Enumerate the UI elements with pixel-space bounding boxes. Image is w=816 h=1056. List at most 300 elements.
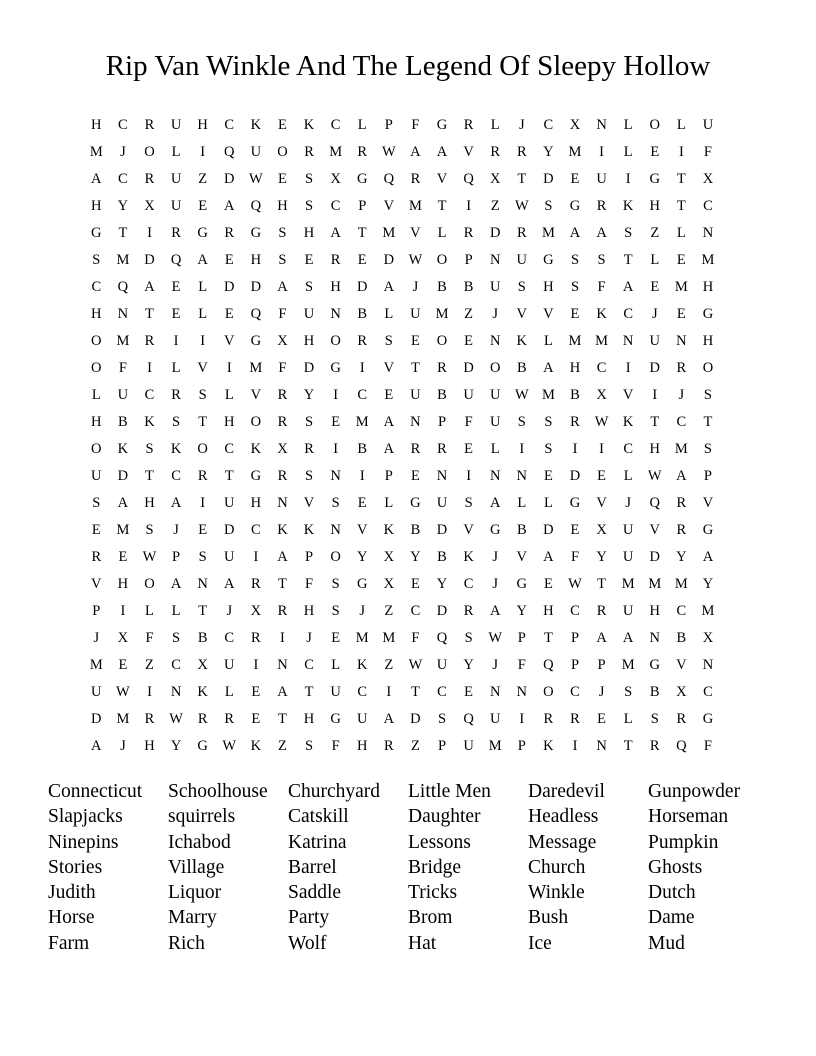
grid-letter[interactable]: H [303,333,315,349]
grid-letter[interactable]: H [303,603,315,619]
grid-letter[interactable]: L [224,387,234,403]
grid-letter[interactable]: R [410,171,421,187]
grid-letter[interactable]: W [222,738,237,754]
grid-letter[interactable]: A [596,225,607,241]
grid-letter[interactable]: J [173,522,179,538]
grid-letter[interactable]: J [412,279,419,295]
grid-letter[interactable]: C [676,603,687,619]
grid-letter[interactable]: M [621,576,635,592]
grid-letter[interactable]: E [224,252,234,268]
grid-letter[interactable]: R [224,711,235,727]
grid-letter[interactable]: L [171,144,181,160]
grid-letter[interactable]: Q [250,306,262,322]
grid-letter[interactable]: O [436,252,448,268]
grid-letter[interactable]: S [570,252,580,268]
grid-letter[interactable]: U [224,495,235,511]
grid-letter[interactable]: H [91,117,102,133]
grid-letter[interactable]: G [330,360,341,376]
grid-letter[interactable]: R [596,198,607,214]
grid-letter[interactable]: E [331,414,341,430]
grid-letter[interactable]: R [596,603,607,619]
grid-letter[interactable]: V [224,333,235,349]
grid-letter[interactable]: M [541,225,555,241]
grid-letter[interactable]: S [331,495,340,511]
grid-letter[interactable]: E [650,144,660,160]
grid-letter[interactable]: R [570,414,580,430]
grid-letter[interactable]: C [224,117,235,133]
grid-letter[interactable]: A [144,279,155,295]
grid-letter[interactable]: U [224,657,235,673]
grid-letter[interactable]: S [145,441,154,457]
grid-letter[interactable]: L [623,117,633,133]
grid-letter[interactable]: E [224,306,234,322]
grid-letter[interactable]: G [410,495,421,511]
grid-letter[interactable]: J [306,630,312,646]
grid-letter[interactable]: P [92,603,101,619]
grid-letter[interactable]: G [356,171,368,187]
grid-letter[interactable]: A [489,603,501,619]
grid-letter[interactable]: V [543,306,554,322]
grid-letter[interactable]: N [197,576,208,592]
grid-letter[interactable]: R [649,738,660,754]
grid-letter[interactable]: T [676,198,686,214]
grid-letter[interactable]: W [381,144,396,160]
grid-letter[interactable]: B [516,522,527,538]
grid-letter[interactable]: R [357,333,368,349]
grid-letter[interactable]: S [517,279,526,295]
grid-letter[interactable]: G [569,198,581,214]
grid-letter[interactable]: E [464,684,474,700]
grid-letter[interactable]: T [410,684,420,700]
grid-letter[interactable]: X [596,387,607,403]
grid-letter[interactable]: V [516,549,528,565]
grid-letter[interactable]: S [172,630,181,646]
grid-letter[interactable]: H [144,495,155,511]
grid-letter[interactable]: R [330,252,341,268]
grid-letter[interactable]: R [197,711,208,727]
grid-letter[interactable]: Y [117,198,129,214]
grid-letter[interactable]: I [519,441,525,457]
grid-letter[interactable]: F [570,549,580,565]
grid-letter[interactable]: R [437,360,447,376]
grid-letter[interactable]: H [91,198,102,214]
grid-letter[interactable]: S [437,711,447,727]
grid-letter[interactable]: O [91,360,102,376]
grid-letter[interactable]: D [117,468,129,484]
grid-letter[interactable]: R [144,333,155,349]
grid-letter[interactable]: U [489,279,501,295]
grid-letter[interactable]: N [622,333,634,349]
grid-letter[interactable]: T [650,414,660,430]
grid-letter[interactable]: T [597,576,606,592]
grid-letter[interactable]: A [676,468,687,484]
grid-letter[interactable]: L [91,387,101,403]
grid-letter[interactable]: P [517,738,526,754]
grid-letter[interactable]: L [623,468,633,484]
grid-letter[interactable]: S [305,198,314,214]
grid-letter[interactable]: A [702,549,714,565]
grid-letter[interactable]: R [144,117,155,133]
grid-letter[interactable]: R [197,468,208,484]
grid-letter[interactable]: D [436,522,448,538]
grid-letter[interactable]: L [543,333,553,349]
grid-letter[interactable]: V [649,522,660,538]
grid-letter[interactable]: P [464,252,473,268]
grid-letter[interactable]: T [517,171,527,187]
grid-letter[interactable]: A [224,576,235,592]
grid-letter[interactable]: G [356,576,368,592]
grid-letter[interactable]: O [436,333,448,349]
grid-letter[interactable]: A [622,279,634,295]
grid-letter[interactable]: R [463,225,474,241]
grid-letter[interactable]: I [147,360,152,376]
grid-letter[interactable]: T [437,198,447,214]
grid-letter[interactable]: Y [356,549,368,565]
grid-letter[interactable]: E [331,630,341,646]
grid-letter[interactable]: L [198,306,208,322]
grid-letter[interactable]: A [383,414,395,430]
grid-letter[interactable]: I [333,441,339,457]
grid-letter[interactable]: I [173,333,179,349]
grid-letter[interactable]: U [410,387,421,403]
grid-letter[interactable]: N [649,630,660,646]
grid-letter[interactable]: X [596,522,607,538]
grid-letter[interactable]: J [492,306,499,322]
grid-letter[interactable]: R [676,711,687,727]
grid-letter[interactable]: T [278,711,287,727]
grid-letter[interactable]: U [410,306,421,322]
grid-letter[interactable]: P [305,549,314,565]
grid-letter[interactable]: U [436,657,448,673]
grid-letter[interactable]: E [278,117,287,133]
grid-letter[interactable]: D [224,522,235,538]
grid-letter[interactable]: Y [463,657,474,673]
grid-letter[interactable]: A [277,684,288,700]
grid-letter[interactable]: R [676,495,687,511]
grid-letter[interactable]: R [277,387,288,403]
grid-letter[interactable]: N [516,468,528,484]
grid-letter[interactable]: S [278,225,287,241]
grid-letter[interactable]: S [544,441,553,457]
grid-letter[interactable]: N [489,468,501,484]
grid-letter[interactable]: M [355,414,369,430]
grid-letter[interactable]: J [359,603,366,619]
grid-letter[interactable]: G [489,522,501,538]
grid-letter[interactable]: S [305,279,314,295]
grid-letter[interactable]: D [649,549,660,565]
grid-letter[interactable]: L [676,117,686,133]
grid-letter[interactable]: M [568,144,582,160]
grid-letter[interactable]: Y [303,387,315,403]
grid-letter[interactable]: T [676,171,686,187]
grid-letter[interactable]: J [492,549,499,565]
grid-letter[interactable]: L [676,225,686,241]
grid-letter[interactable]: V [622,387,634,403]
grid-letter[interactable]: A [170,576,182,592]
grid-letter[interactable]: U [489,711,501,727]
grid-letter[interactable]: M [382,225,396,241]
grid-letter[interactable]: H [91,414,102,430]
grid-letter[interactable]: V [410,225,421,241]
grid-letter[interactable]: E [278,171,287,187]
grid-letter[interactable]: I [466,468,472,484]
grid-letter[interactable]: H [702,279,714,295]
grid-letter[interactable]: A [170,495,182,511]
grid-letter[interactable]: B [437,279,447,295]
grid-letter[interactable]: G [702,711,714,727]
grid-letter[interactable]: J [492,576,499,592]
grid-letter[interactable]: C [703,684,713,700]
grid-letter[interactable]: I [678,144,684,160]
grid-letter[interactable]: S [305,738,314,754]
grid-letter[interactable]: S [198,387,207,403]
grid-letter[interactable]: O [649,117,660,133]
grid-letter[interactable]: A [277,279,288,295]
grid-letter[interactable]: V [356,522,368,538]
grid-letter[interactable]: M [674,576,688,592]
grid-letter[interactable]: D [410,711,421,727]
grid-letter[interactable]: U [622,603,634,619]
grid-letter[interactable]: O [144,144,155,160]
grid-letter[interactable]: V [383,360,395,376]
grid-letter[interactable]: I [625,360,631,376]
grid-letter[interactable]: K [117,441,129,457]
grid-letter[interactable]: J [651,306,658,322]
grid-letter[interactable]: V [250,387,262,403]
grid-letter[interactable]: R [171,387,181,403]
grid-letter[interactable]: R [251,576,261,592]
grid-letter[interactable]: A [91,738,102,754]
grid-letter[interactable]: H [197,117,208,133]
grid-letter[interactable]: R [463,117,474,133]
grid-letter[interactable]: H [117,576,129,592]
grid-letter[interactable]: F [597,279,606,295]
grid-letter[interactable]: M [674,279,688,295]
grid-letter[interactable]: S [464,495,473,511]
grid-letter[interactable]: E [357,495,367,511]
grid-letter[interactable]: D [543,522,554,538]
grid-letter[interactable]: E [118,549,128,565]
grid-letter[interactable]: R [144,171,155,187]
grid-letter[interactable]: J [120,738,126,754]
grid-letter[interactable]: L [543,495,553,511]
grid-letter[interactable]: W [142,549,157,565]
grid-letter[interactable]: E [198,522,208,538]
grid-letter[interactable]: C [596,360,607,376]
grid-letter[interactable]: D [250,279,262,295]
grid-letter[interactable]: U [91,684,102,700]
grid-letter[interactable]: N [330,468,341,484]
grid-letter[interactable]: W [169,711,183,727]
grid-letter[interactable]: Q [436,630,448,646]
grid-letter[interactable]: V [383,198,395,214]
grid-letter[interactable]: B [357,306,368,322]
grid-letter[interactable]: A [596,630,607,646]
grid-letter[interactable]: D [224,279,235,295]
grid-letter[interactable]: H [144,738,155,754]
grid-letter[interactable]: R [144,711,155,727]
grid-letter[interactable]: L [490,117,500,133]
grid-letter[interactable]: S [305,414,314,430]
grid-letter[interactable]: R [543,711,554,727]
grid-letter[interactable]: L [224,684,234,700]
grid-letter[interactable]: L [384,306,394,322]
grid-letter[interactable]: N [489,333,501,349]
grid-letter[interactable]: C [357,387,368,403]
grid-letter[interactable]: H [303,225,315,241]
grid-letter[interactable]: R [304,144,314,160]
grid-letter[interactable]: H [649,603,660,619]
grid-letter[interactable]: D [463,360,474,376]
grid-letter[interactable]: G [91,225,102,241]
grid-letter[interactable]: A [224,198,235,214]
grid-letter[interactable]: T [278,576,287,592]
grid-letter[interactable]: H [330,279,341,295]
grid-letter[interactable]: N [170,684,182,700]
grid-letter[interactable]: E [410,333,420,349]
grid-letter[interactable]: D [489,225,501,241]
grid-letter[interactable]: M [674,441,688,457]
grid-letter[interactable]: P [570,657,580,673]
grid-letter[interactable]: S [172,414,181,430]
grid-letter[interactable]: S [92,252,101,268]
grid-letter[interactable]: S [703,441,712,457]
grid-letter[interactable]: U [250,144,262,160]
grid-letter[interactable]: F [278,306,287,322]
grid-letter[interactable]: T [543,630,553,646]
grid-letter[interactable]: V [676,657,687,673]
grid-letter[interactable]: F [464,414,473,430]
grid-letter[interactable]: U [356,711,368,727]
grid-letter[interactable]: C [251,522,261,538]
grid-letter[interactable]: Q [463,171,474,187]
grid-letter[interactable]: R [437,441,447,457]
grid-letter[interactable]: D [383,252,395,268]
grid-letter[interactable]: S [544,414,553,430]
grid-letter[interactable]: D [144,252,155,268]
grid-letter[interactable]: L [437,225,447,241]
grid-letter[interactable]: E [650,279,660,295]
grid-letter[interactable]: G [649,171,660,187]
grid-letter[interactable]: J [226,603,233,619]
grid-letter[interactable]: G [250,468,262,484]
grid-letter[interactable]: G [197,225,208,241]
grid-letter[interactable]: C [304,657,314,673]
grid-letter[interactable]: U [489,387,501,403]
grid-letter[interactable]: I [359,360,365,376]
grid-letter[interactable]: T [410,360,420,376]
grid-letter[interactable]: P [437,738,447,754]
grid-letter[interactable]: P [703,468,712,484]
grid-letter[interactable]: H [649,441,660,457]
grid-letter[interactable]: E [251,684,261,700]
grid-letter[interactable]: C [570,684,580,700]
grid-letter[interactable]: C [144,387,155,403]
grid-letter[interactable]: G [436,117,448,133]
grid-letter[interactable]: J [93,630,100,646]
grid-letter[interactable]: I [572,738,578,754]
grid-letter[interactable]: H [543,279,554,295]
grid-letter[interactable]: K [383,522,395,538]
grid-letter[interactable]: O [250,414,262,430]
grid-letter[interactable]: E [676,306,686,322]
grid-letter[interactable]: K [543,738,554,754]
grid-letter[interactable]: N [489,684,501,700]
grid-letter[interactable]: B [676,630,687,646]
grid-letter[interactable]: Y [410,549,421,565]
grid-letter[interactable]: R [91,549,102,565]
grid-letter[interactable]: L [145,603,154,619]
grid-letter[interactable]: J [120,144,126,160]
grid-letter[interactable]: I [333,387,339,403]
grid-letter[interactable]: N [277,495,288,511]
grid-letter[interactable]: E [384,387,394,403]
grid-letter[interactable]: M [89,144,103,160]
grid-letter[interactable]: J [492,657,499,673]
grid-letter[interactable]: F [703,144,712,160]
grid-letter[interactable]: M [329,144,343,160]
grid-letter[interactable]: I [625,171,631,187]
grid-letter[interactable]: H [250,495,262,511]
grid-letter[interactable]: G [330,711,341,727]
grid-letter[interactable]: E [357,252,367,268]
grid-letter[interactable]: Z [410,738,420,754]
grid-letter[interactable]: I [359,468,365,484]
grid-letter[interactable]: C [676,414,687,430]
grid-letter[interactable]: F [517,657,526,673]
grid-letter[interactable]: K [622,414,634,430]
grid-letter[interactable]: M [621,657,635,673]
grid-letter[interactable]: I [147,684,152,700]
grid-letter[interactable]: X [569,117,581,133]
grid-letter[interactable]: R [277,468,288,484]
grid-letter[interactable]: G [649,657,660,673]
grid-letter[interactable]: D [436,603,448,619]
grid-letter[interactable]: X [383,549,395,565]
grid-letter[interactable]: J [518,117,525,133]
grid-letter[interactable]: N [330,522,341,538]
grid-letter[interactable]: A [569,225,581,241]
grid-letter[interactable]: N [702,225,714,241]
grid-letter[interactable]: A [197,252,208,268]
grid-letter[interactable]: X [383,576,395,592]
grid-letter[interactable]: N [277,657,288,673]
grid-letter[interactable]: C [330,117,341,133]
grid-letter[interactable]: U [170,198,182,214]
grid-letter[interactable]: Y [436,576,448,592]
grid-letter[interactable]: A [117,495,129,511]
grid-letter[interactable]: H [277,198,288,214]
grid-letter[interactable]: C [224,441,235,457]
grid-letter[interactable]: P [517,630,526,646]
grid-letter[interactable]: E [410,576,420,592]
grid-letter[interactable]: R [383,738,394,754]
grid-letter[interactable]: G [569,495,581,511]
grid-letter[interactable]: G [250,333,262,349]
grid-letter[interactable]: R [490,144,501,160]
grid-letter[interactable]: N [702,657,714,673]
grid-letter[interactable]: O [489,360,501,376]
grid-letter[interactable]: S [198,549,207,565]
grid-letter[interactable]: V [596,495,607,511]
grid-letter[interactable]: M [355,630,369,646]
grid-letter[interactable]: X [676,684,687,700]
grid-letter[interactable]: A [383,279,395,295]
grid-letter[interactable]: R [676,522,687,538]
grid-letter[interactable]: V [436,171,448,187]
grid-letter[interactable]: N [330,306,341,322]
grid-letter[interactable]: R [570,711,580,727]
